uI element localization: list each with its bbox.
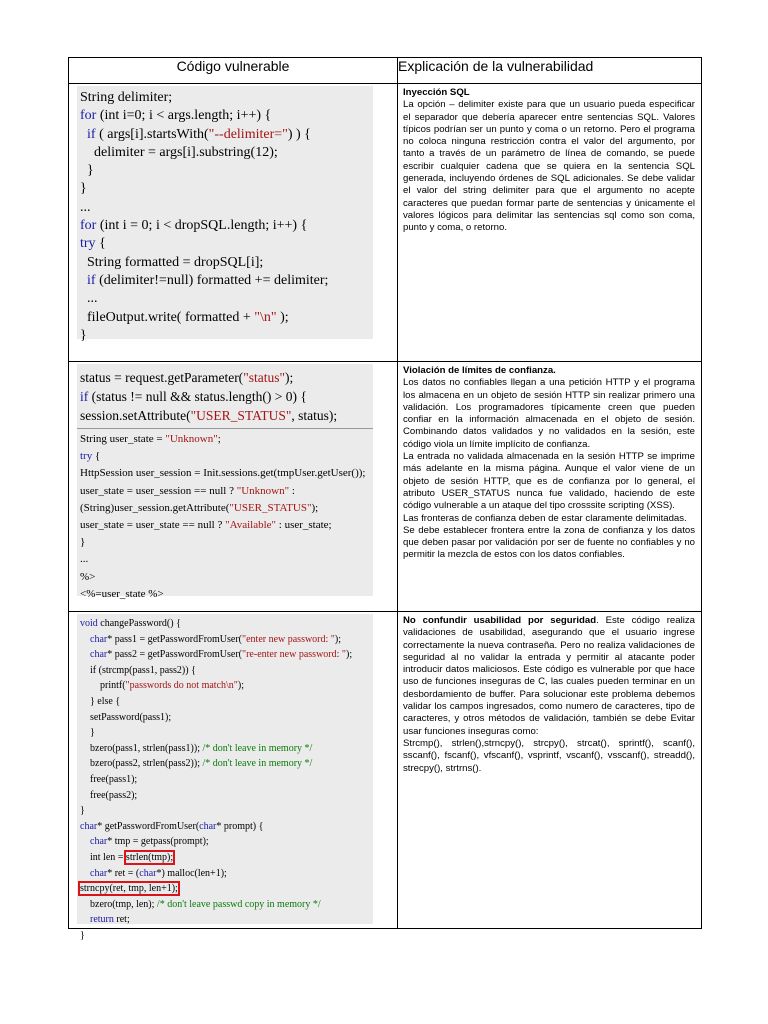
code-token: printf(	[80, 680, 126, 692]
code-token	[80, 836, 90, 847]
code-line	[80, 448, 373, 465]
title-trust-boundary: Violación de límites de confianza.	[403, 365, 556, 376]
code-line	[80, 272, 373, 290]
code-token: %>	[80, 570, 96, 583]
code-token: } else {	[80, 695, 121, 707]
code-token: "enter new password: "	[242, 633, 335, 645]
code-token: "status"	[243, 370, 285, 385]
code-token: ...	[80, 291, 98, 307]
code-token: free(pass1);	[80, 773, 138, 785]
code-line	[80, 881, 373, 897]
code-token: ) ) {	[287, 126, 311, 142]
code-token: "\n"	[254, 309, 277, 325]
code-token: /* don't leave in memory */	[202, 758, 313, 770]
code-line	[80, 89, 373, 107]
code-line	[80, 500, 373, 517]
code-token: }	[80, 536, 86, 549]
code-token: );	[345, 649, 353, 661]
code-block-sql	[77, 86, 373, 343]
code-token: ...	[80, 199, 91, 215]
code-token: fileOutput.write( formatted +	[80, 309, 255, 325]
code-line	[80, 368, 373, 387]
code-token: );	[276, 309, 289, 325]
paragraphs-trust	[403, 377, 695, 561]
code-token: int len =	[80, 851, 126, 863]
code-line	[80, 309, 373, 327]
code-token: setPassword(pass1);	[80, 711, 172, 723]
code-token: "passwords do not match\n"	[125, 680, 238, 692]
title-usability: No confundir usabilidad por seguridad	[403, 615, 597, 626]
code-token: void	[80, 618, 98, 629]
code-token: return	[90, 914, 114, 926]
code-token: :	[289, 484, 295, 497]
code-line	[80, 710, 373, 726]
code-token: );	[237, 680, 244, 692]
code-token: ;	[217, 433, 221, 445]
code-token: * getPasswordFromUser(	[97, 820, 200, 832]
code-line	[80, 678, 373, 694]
code-token: * prompt) {	[216, 820, 264, 832]
code-token	[80, 273, 87, 288]
code-token	[80, 914, 90, 925]
code-token: char	[80, 820, 98, 832]
code-token: ret;	[113, 914, 130, 926]
code-token: if	[80, 389, 89, 404]
code-line	[80, 897, 373, 913]
code-block-password	[77, 614, 373, 941]
code-token: if	[87, 126, 96, 142]
code-cell-sql	[69, 84, 398, 362]
code-token: }	[80, 163, 94, 179]
code-token: );	[334, 633, 341, 645]
code-token: char	[90, 633, 108, 645]
code-line	[80, 162, 373, 180]
code-token: String delimiter;	[80, 90, 173, 105]
explanation-paragraph: Se debe establecer frontera entre la zona de confianza y los datos que deben pasar por validación por ser de fuente no confiables y no permitir la mezcla de estos con los datos confiables.	[403, 524, 695, 561]
code-line	[80, 217, 373, 235]
code-line	[80, 327, 373, 345]
code-token	[80, 868, 90, 879]
header-explanation: Explicación de la vulnerabilidad	[398, 58, 702, 84]
header-code: Código vulnerable	[69, 58, 398, 84]
code-line	[80, 534, 373, 551]
code-token: for	[80, 218, 97, 234]
code-token	[80, 127, 87, 142]
code-line	[80, 586, 373, 603]
code-line	[80, 725, 373, 741]
explanation-paragraph: Los datos no confiables llegan a una petición HTTP y el programa los almacena en un objeto de sesión HTTP sin realizar primero una validación. Los programadores típicamente creen que pueden confiar en la información almacenada en el objeto de sesión. Combinando datos validados y no validados en la sesión, este código viola un límite implícito de confianza.	[403, 377, 695, 450]
code-token: <%=user_state %>	[80, 587, 164, 600]
code-line	[80, 551, 373, 568]
code-token	[80, 634, 90, 645]
code-token: ...	[80, 553, 89, 566]
row-usability	[69, 612, 702, 929]
code-token: (delimiter!=null) formatted += delimiter;	[95, 272, 329, 288]
code-line	[80, 694, 373, 710]
code-token: *) malloc(len+1);	[156, 867, 227, 879]
code-line	[80, 819, 373, 835]
code-token: ( args[i].startsWith(	[95, 126, 209, 142]
code-line	[80, 663, 373, 679]
paragraphs-sql	[403, 99, 695, 234]
code-token: session.setAttribute(	[80, 408, 191, 423]
code-line	[80, 431, 373, 448]
code-line	[80, 772, 373, 788]
highlighted-code: strlen(tmp);	[125, 851, 174, 863]
code-token: changePassword() {	[97, 618, 181, 629]
code-line	[80, 803, 373, 819]
code-line	[80, 387, 373, 406]
explanation-cell-usability	[398, 612, 702, 929]
code-token: for	[80, 108, 97, 124]
highlighted-code: strncpy(ret, tmp, len+1);	[80, 883, 178, 895]
code-line	[80, 647, 373, 663]
paragraphs-usability	[403, 738, 695, 775]
code-token: bzero(tmp, len);	[80, 898, 157, 910]
code-token: try	[80, 450, 93, 463]
code-token: * ret = (	[107, 867, 140, 879]
code-line	[80, 912, 373, 928]
code-line	[80, 483, 373, 500]
code-token: (int i=0; i < args.length; i++) {	[96, 108, 272, 124]
code-token: user_state = user_session == null ?	[80, 484, 237, 497]
code-token: * pass1 = getPasswordFromUser(	[107, 633, 243, 645]
code-line	[80, 180, 373, 198]
code-token: );	[284, 370, 294, 385]
code-token: "USER_STATUS"	[229, 501, 312, 514]
code-line	[80, 850, 373, 866]
explanation-cell-sql	[398, 84, 702, 362]
code-token: String user_state =	[80, 433, 166, 445]
code-token: }	[80, 727, 95, 739]
code-token: char	[90, 867, 108, 879]
code-token: "Unknown"	[165, 433, 218, 445]
code-line	[80, 107, 373, 125]
code-line	[80, 406, 373, 425]
code-token: String formatted = dropSQL[i];	[80, 254, 264, 270]
code-token: (status != null && status.length() > 0) {	[88, 389, 307, 404]
code-token: char	[90, 836, 108, 848]
code-block-status	[77, 364, 373, 428]
code-cell-usability	[69, 612, 398, 941]
code-cell-trust	[69, 362, 398, 612]
code-line	[80, 199, 373, 217]
code-token: "--delimiter="	[208, 126, 288, 142]
code-token: bzero(pass1, strlen(pass1));	[80, 742, 203, 754]
code-line	[80, 126, 373, 144]
code-token: /* don't leave in memory */	[202, 742, 313, 754]
code-token: user_state = user_state == null ?	[80, 519, 226, 532]
code-line	[80, 144, 373, 162]
code-token: try	[80, 236, 96, 252]
code-token: (int i = 0; i < dropSQL.length; i++) {	[96, 218, 308, 234]
vulnerability-table	[68, 57, 702, 941]
row-trust-boundary	[69, 362, 702, 612]
code-token: , status);	[291, 408, 338, 423]
code-token: }	[80, 805, 85, 817]
row-sql-injection	[69, 84, 702, 362]
code-line	[80, 254, 373, 272]
code-token: if	[87, 272, 96, 288]
explanation-paragraph: La entrada no validada almacenada en la sesión HTTP se imprime más adelante en la misma página. Aunque el valor viene de un objeto de sesión HTTP, que es de confianza por lo general, el atributo USER_STATUS nunca fue validado, haciendo de este código vulnerable a un ataque del tipo crosssite scripting (XSS).	[403, 451, 695, 512]
code-line	[80, 928, 373, 944]
code-token: "Available"	[225, 519, 277, 532]
code-line	[80, 616, 373, 632]
code-token: {	[95, 236, 106, 252]
code-token: : user_state;	[276, 519, 332, 532]
code-token: * tmp = getpass(prompt);	[107, 836, 209, 848]
explanation-paragraph: La opción – delimiter existe para que un usuario pueda especificar el separador que debería aparecer entre sentencias SQL. Valores típicos podrían ser un punto y coma o un retorno. Pero el programa no coloca ninguna restricción contra el valor del argumento, por tanto a través de un parámetro de línea de comando, se puede escribir cualquier cadena que se quiera en la sentencia SQL generada, incluyendo órdenes de SQL adicionales. Se debe validar el valor del string delimiter para que el argumento no acepte caracteres que puedan formar parte de sentencias y únicamente el valores lógicos para delimitar las sentencias sql como son coma, punto y coma, o retorno.	[403, 99, 695, 234]
code-token: char	[139, 867, 157, 879]
code-token: if (strcmp(pass1, pass2)) {	[80, 664, 196, 676]
code-token: );	[311, 501, 319, 514]
code-line	[80, 465, 373, 482]
title-sql-injection: Inyección SQL	[403, 87, 470, 98]
code-line	[80, 741, 373, 757]
usability-intro: . Este código realiza validaciones de usabilidad, asegurando que el usuario ingrese correctamente la nueva contraseña. Pero no realiza validaciones de seguridad al no validar la entrada y permitir al atacante poder introducir datos maliciosos. Este código es vulnerable por que hace uso de funciones inseguras de C, las cuales pueden terminar en un desbordamiento de buffer. Para solucionar este problema debemos validar los campos ingresados, como numero de caracteres, tipo de caracteres, y otros métodos de validación, también se debe Evitar usar funciones inseguras como:	[403, 615, 696, 737]
code-token: /* don't leave passwd copy in memory */	[156, 898, 321, 910]
code-token: bzero(pass2, strlen(pass2));	[80, 758, 203, 770]
code-line	[80, 834, 373, 850]
code-token: status = request.getParameter(	[80, 370, 244, 385]
code-token: }	[80, 181, 87, 197]
code-line	[80, 756, 373, 772]
code-token: char	[199, 820, 217, 832]
code-token: * pass2 = getPasswordFromUser(	[107, 649, 243, 661]
code-token: char	[90, 649, 108, 661]
code-line	[80, 632, 373, 648]
code-line	[80, 569, 373, 586]
header-row	[69, 58, 702, 84]
code-token: "USER_STATUS"	[190, 408, 292, 423]
code-token: }	[80, 929, 85, 941]
code-line	[80, 788, 373, 804]
code-line	[80, 235, 373, 253]
code-token: }	[80, 327, 87, 343]
code-token: "re-enter new password: "	[242, 649, 346, 661]
code-line	[80, 517, 373, 534]
code-token: free(pass2);	[80, 789, 138, 801]
explanation-paragraph: Strcmp(), strlen(),strncpy(), strcpy(), strcat(), sprintf(), scanf(), sscanf(), fscanf(), vfscanf(), vsprintf, vscanf(), vsscanf(), streadd(), strecpy(), strtrns().	[403, 737, 695, 774]
code-token: delimiter = args[i].substring(12);	[80, 144, 278, 160]
code-block-session	[77, 428, 373, 600]
code-token: {	[92, 450, 101, 463]
code-token	[80, 649, 90, 660]
code-line	[80, 290, 373, 308]
code-token: "Unknown"	[236, 484, 290, 497]
code-token: (String)user_session.getAttribute(	[80, 501, 230, 514]
code-token: HttpSession user_session = Init.sessions.get(tmpUser.getUser());	[80, 467, 366, 480]
explanation-paragraph: Las fronteras de confianza deben de estar claramente delimitadas.	[403, 512, 687, 524]
code-line	[80, 866, 373, 882]
explanation-cell-trust	[398, 362, 702, 612]
